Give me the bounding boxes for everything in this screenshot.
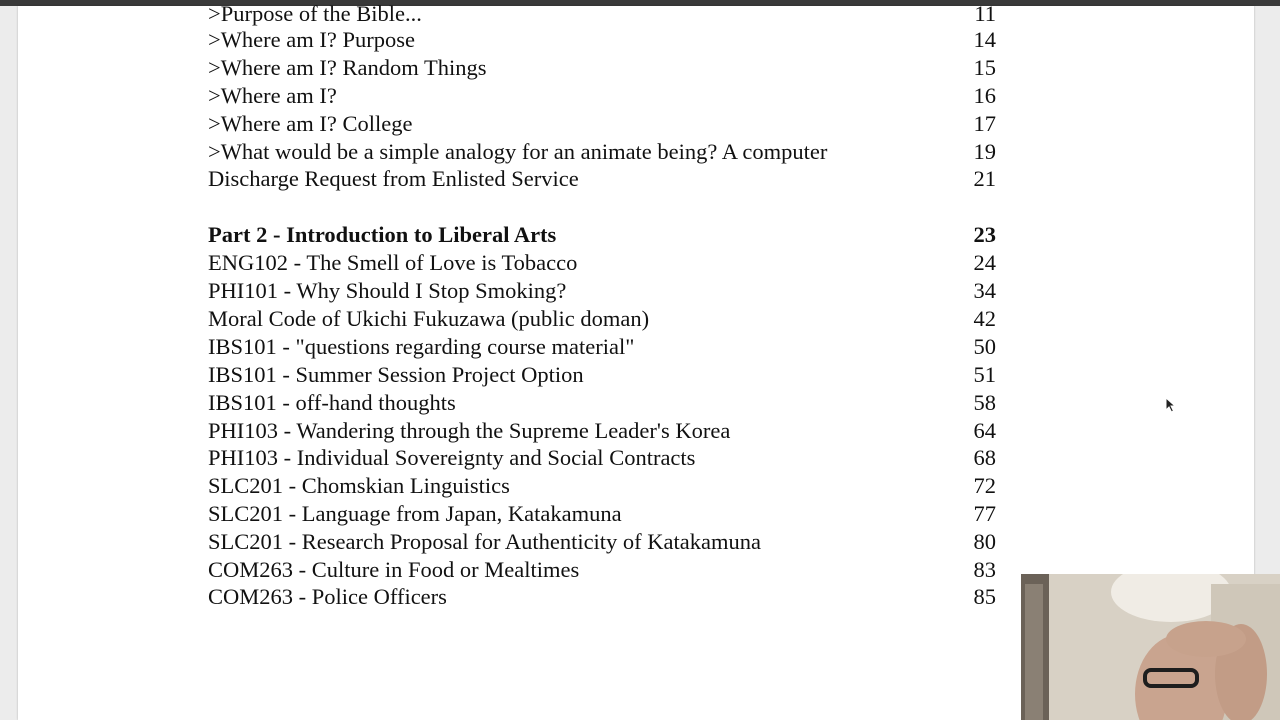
toc-entry-title: >Where am I? College: [208, 111, 413, 136]
toc-entry-title: >Where am I? Random Things: [208, 55, 487, 80]
toc-entry[interactable]: [208, 584, 996, 612]
toc-entry-title: SLC201 - Research Proposal for Authenticity of Katakamuna: [208, 529, 761, 554]
toc-entry[interactable]: [208, 418, 996, 446]
toc-entry-title: Moral Code of Ukichi Fukuzawa (public doman): [208, 306, 650, 331]
toc-entry-title: >What would be a simple analogy for an animate being? A computer: [208, 139, 828, 164]
toc-entry[interactable]: [208, 166, 996, 194]
toc-entry[interactable]: [208, 55, 996, 83]
toc-entry-title: >Purpose of the Bible...: [208, 1, 422, 26]
toc-entry-page: 16: [973, 83, 996, 108]
toc-entry-page: 83: [973, 557, 996, 582]
toc-entry[interactable]: [208, 83, 996, 111]
toc-entry-page: 64: [973, 418, 996, 443]
toc-entry-title: PHI101 - Why Should I Stop Smoking?: [208, 278, 567, 303]
webcam-feed-icon: [1021, 574, 1280, 720]
toc-entry-title: IBS101 - off-hand thoughts: [208, 390, 456, 415]
toc-entry-page: 15: [973, 55, 996, 80]
toc-entry[interactable]: [208, 278, 996, 306]
toc-entry[interactable]: [208, 390, 996, 418]
toc-entry-page: 21: [973, 166, 996, 191]
toc-entry-page: 14: [973, 27, 996, 52]
toc-entry-title: IBS101 - "questions regarding course material": [208, 334, 635, 359]
toc-entry-page: 23: [973, 222, 996, 247]
toc-entry-title: PHI103 - Wandering through the Supreme Leader's Korea: [208, 418, 731, 443]
toc-entry[interactable]: [208, 111, 996, 139]
toc-entry-title: IBS101 - Summer Session Project Option: [208, 362, 584, 387]
toc-entry-title: COM263 - Police Officers: [208, 584, 447, 609]
toc-entry-title: Part 2 - Introduction to Liberal Arts: [208, 222, 557, 247]
toc-entry-page: 72: [973, 473, 996, 498]
toc-entry-page: 58: [973, 390, 996, 415]
toc-entry-title: COM263 - Culture in Food or Mealtimes: [208, 557, 580, 582]
toc-entry-page: 19: [973, 139, 996, 164]
toc-entry-page: 68: [973, 445, 996, 470]
toc-entry-page: 85: [973, 584, 996, 609]
toc-entry-page: 17: [973, 111, 996, 136]
mouse-pointer-icon: [1165, 397, 1177, 413]
toc-entry-page: 50: [973, 334, 996, 359]
toc-entry[interactable]: [208, 473, 996, 501]
toc-entry[interactable]: [208, 250, 996, 278]
toc-entry[interactable]: [208, 27, 996, 55]
toc-entry[interactable]: [208, 445, 996, 473]
toc-entry[interactable]: [208, 1, 996, 29]
toc-entry-page: 11: [974, 1, 996, 26]
toc-entry-title: >Where am I?: [208, 83, 337, 108]
toc-entry-page: 24: [973, 250, 996, 275]
toc-entry[interactable]: [208, 306, 996, 334]
toc-entry-title: PHI103 - Individual Sovereignty and Social Contracts: [208, 445, 696, 470]
toc-entry[interactable]: [208, 362, 996, 390]
toc-entry-page: 77: [973, 501, 996, 526]
toc-entry[interactable]: [208, 334, 996, 362]
toc-entry-page: 80: [973, 529, 996, 554]
toc-entry-page: 51: [973, 362, 996, 387]
toc-entry-page: 42: [973, 306, 996, 331]
toc-entry[interactable]: [208, 529, 996, 557]
toc-entry-title: ENG102 - The Smell of Love is Tobacco: [208, 250, 578, 275]
toc-entry[interactable]: [208, 501, 996, 529]
toc-entry-title: SLC201 - Chomskian Linguistics: [208, 473, 510, 498]
toc-section-heading[interactable]: [208, 222, 996, 250]
toc-entry[interactable]: [208, 139, 996, 167]
toc-entry-title: >Where am I? Purpose: [208, 27, 415, 52]
toc-entry-title: SLC201 - Language from Japan, Katakamuna: [208, 501, 622, 526]
toc-entry-title: Discharge Request from Enlisted Service: [208, 166, 579, 191]
toc-entry[interactable]: [208, 557, 996, 585]
toc-entry-page: 34: [973, 278, 996, 303]
